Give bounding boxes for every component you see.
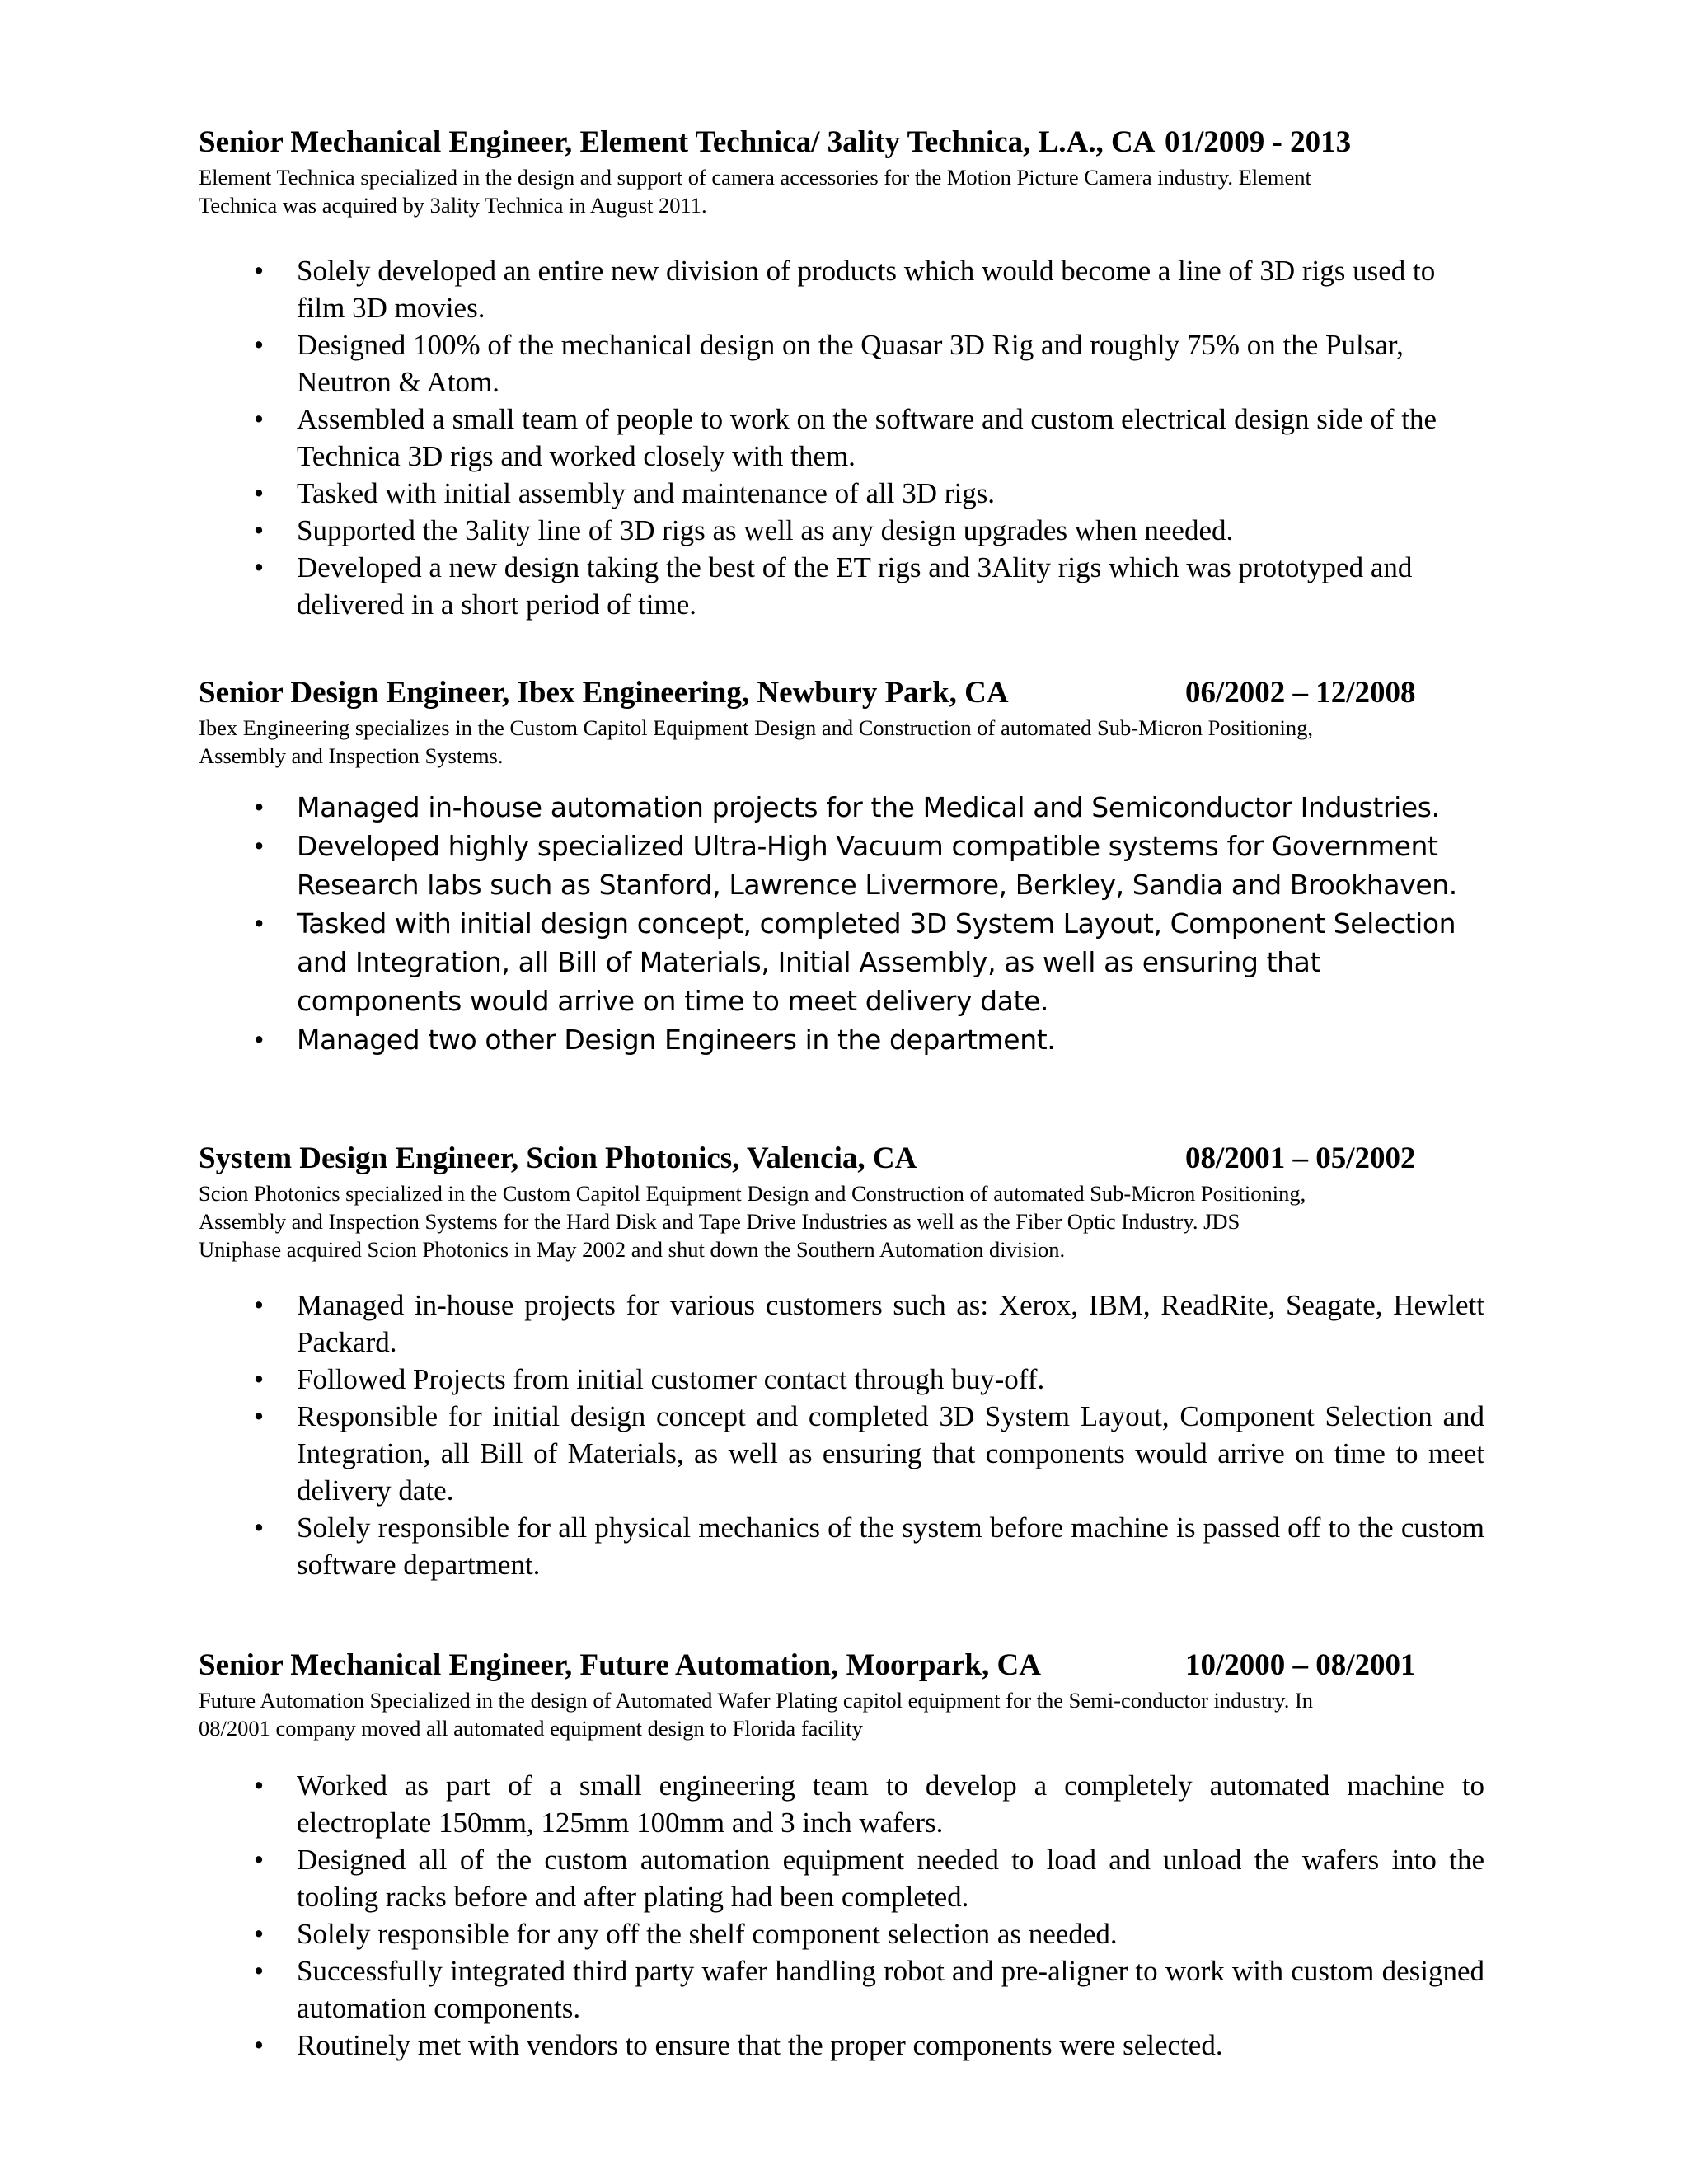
bullet-item: • Supported the 3ality line of 3D rigs as well as any design upgrades when needed.: [199, 512, 1484, 549]
job-entry-future-automation: [199, 1647, 1484, 2064]
bullet-item: • Solely responsible for any off the shelf component selection as needed.: [199, 1915, 1484, 1952]
job-header: [199, 1647, 1484, 1685]
job-bullets: [199, 1767, 1484, 2064]
bullet-item: • Followed Projects from initial customer contact through buy-off.: [199, 1361, 1484, 1398]
bullet-icon: •: [253, 329, 265, 361]
job-title: Senior Mechanical Engineer, Future Automation, Moorpark, CA: [199, 1648, 1041, 1682]
bullet-item: • Solely responsible for all physical mechanics of the system before machine is passed off to the custom software department.: [199, 1509, 1484, 1583]
job-description-line: Assembly and Inspection Systems.: [199, 743, 504, 768]
bullet-icon: •: [253, 1844, 265, 1876]
job-bullets: [199, 1286, 1484, 1583]
bullet-icon: •: [253, 255, 265, 287]
bullet-icon: •: [254, 830, 264, 862]
bullet-item: • Worked as part of a small engineering team to develop a completely automated machine to electroplate 150mm, 125mm 100mm and 3 inch wafers.: [199, 1767, 1484, 1841]
job-description: [199, 1179, 1484, 1263]
job-description-line: Ibex Engineering specializes in the Custom Capitol Equipment Design and Construction of automated Sub-Micron Positioning,: [199, 715, 1314, 740]
bullet-icon: •: [253, 1400, 265, 1432]
bullet-icon: •: [253, 551, 265, 583]
bullet-item: • Routinely met with vendors to ensure that the proper components were selected.: [199, 2027, 1484, 2064]
bullet-item: • Designed all of the custom automation equipment needed to load and unload the wafers into the tooling racks before and after plating had been completed.: [199, 1841, 1484, 1915]
job-bullets: [199, 252, 1484, 623]
bullet-item: • Developed a new design taking the best of the ET rigs and 3Ality rigs which was prototyped and delivered in a short period of time.: [199, 549, 1484, 623]
bullet-item: • Managed two other Design Engineers in the department.: [199, 1020, 1484, 1059]
bullet-icon: •: [253, 1918, 265, 1950]
job-title: Senior Mechanical Engineer, Element Technica/ 3ality Technica, L.A., CA: [199, 125, 1156, 159]
job-description-line: Technica was acquired by 3ality Technica in August 2011.: [199, 193, 707, 218]
bullet-icon: •: [253, 1769, 265, 1802]
job-description-line: Element Technica specialized in the design and support of camera accessories for the Motion Picture Camera industry. Element: [199, 165, 1311, 190]
job-header: [199, 1140, 1484, 1178]
job-description: [199, 163, 1484, 219]
bullet-item: • Assembled a small team of people to work on the software and custom electrical design side of the Technica 3D rigs and worked closely with them.: [199, 401, 1484, 475]
job-entry-scion-photonics: [199, 1140, 1484, 1583]
job-description-line: 08/2001 company moved all automated equipment design to Florida facility: [199, 1716, 863, 1741]
bullet-icon: •: [253, 477, 265, 509]
job-entry-ibex-engineering: [199, 674, 1484, 1059]
job-description-line: Future Automation Specialized in the design of Automated Wafer Plating capitol equipment for the Semi-conductor industry. In: [199, 1688, 1314, 1713]
bullet-icon: •: [253, 1511, 265, 1544]
bullet-icon: •: [253, 403, 265, 435]
job-dates: 08/2001 – 05/2002: [1185, 1141, 1416, 1175]
job-description-line: Assembly and Inspection Systems for the Hard Disk and Tape Drive Industries as well as the Fiber Optic Industry. JDS: [199, 1209, 1240, 1234]
job-dates: 06/2002 – 12/2008: [1185, 676, 1416, 710]
bullet-icon: •: [254, 907, 264, 940]
bullet-icon: •: [253, 1289, 265, 1321]
job-description: [199, 714, 1484, 770]
bullet-item: • Developed highly specialized Ultra-High Vacuum compatible systems for Government Research labs such as Stanford, Lawrence Livermore, Berkley, Sandia and Brookhaven.: [199, 827, 1484, 904]
bullet-item: • Managed in-house projects for various customers such as: Xerox, IBM, ReadRite, Seagate, Hewlett Packard.: [199, 1286, 1484, 1361]
bullet-icon: •: [253, 1363, 265, 1395]
bullet-icon: •: [253, 1955, 265, 1987]
job-title: Senior Design Engineer, Ibex Engineering, Newbury Park, CA: [199, 676, 1009, 710]
bullet-icon: •: [254, 791, 264, 823]
job-dates: 01/2009 - 2013: [1165, 125, 1352, 159]
bullet-item: • Designed 100% of the mechanical design on the Quasar 3D Rig and roughly 75% on the Pulsar, Neutron & Atom.: [199, 326, 1484, 401]
bullet-item: • Successfully integrated third party wafer handling robot and pre-aligner to work with custom designed automation components.: [199, 1952, 1484, 2027]
bullet-icon: •: [253, 514, 265, 546]
job-bullets: [199, 788, 1484, 1059]
job-header: [199, 674, 1484, 712]
bullet-item: • Solely developed an entire new division of products which would become a line of 3D rigs used to film 3D movies.: [199, 252, 1484, 326]
bullet-item: • Tasked with initial assembly and maintenance of all 3D rigs.: [199, 475, 1484, 512]
bullet-item: • Managed in-house automation projects for the Medical and Semiconductor Industries.: [199, 788, 1484, 827]
bullet-icon: •: [253, 2029, 265, 2061]
bullet-item: • Tasked with initial design concept, completed 3D System Layout, Component Selection and Integration, all Bill of Materials, Initial Assembly, as well as ensuring that components would arrive on time to meet delivery date.: [199, 904, 1484, 1020]
job-entry-element-technica: [199, 124, 1484, 623]
job-header: [199, 124, 1484, 162]
job-description-line: Scion Photonics specialized in the Custom Capitol Equipment Design and Construction of automated Sub-Micron Positioning,: [199, 1181, 1306, 1206]
bullet-item: • Responsible for initial design concept and completed 3D System Layout, Component Selection and Integration, all Bill of Materials, as well as ensuring that components would arrive on time to meet delivery date.: [199, 1398, 1484, 1509]
job-dates: 10/2000 – 08/2001: [1185, 1648, 1416, 1682]
job-description: [199, 1686, 1484, 1742]
bullet-icon: •: [254, 1024, 264, 1056]
job-title: System Design Engineer, Scion Photonics, Valencia, CA: [199, 1141, 917, 1175]
job-description-line: Uniphase acquired Scion Photonics in May 2002 and shut down the Southern Automation division.: [199, 1237, 1066, 1262]
